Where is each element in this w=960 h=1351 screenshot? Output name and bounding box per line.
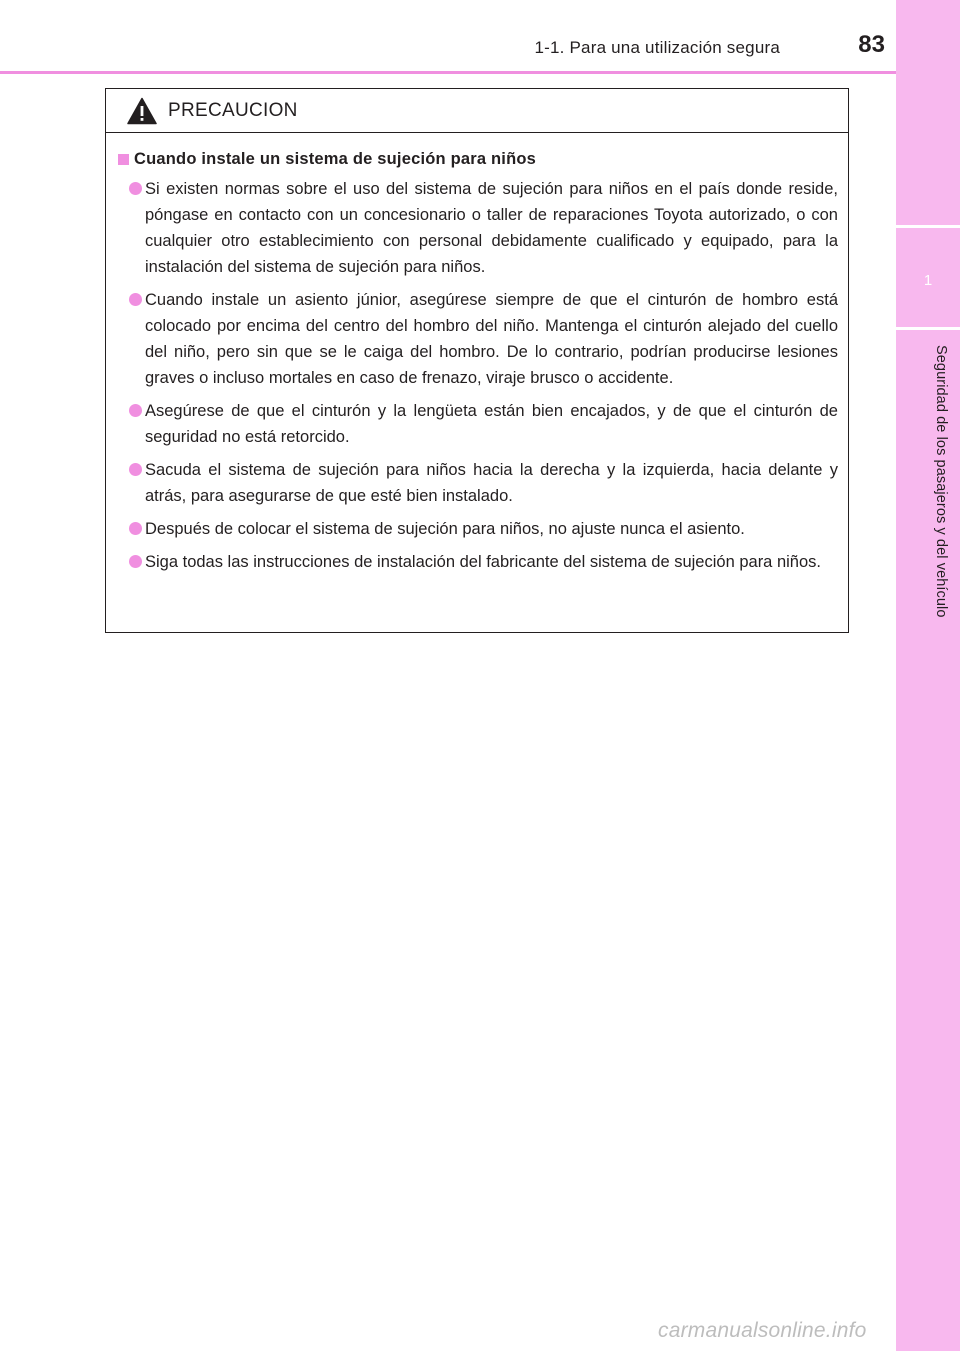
header-section-title: 1-1. Para una utilización segura (534, 38, 780, 57)
list-item-text: Cuando instale un asiento júnior, asegúrese siempre de que el cinturón de hombro está colocado por encima del centro del hombro del niño. Mantenga el cinturón alejado del cuello del niño, pero sin que se le caiga del hombro. De lo contrario, podrían producirse lesiones graves o incluso mortales en caso de frenazo, viraje brusco o accidente. (145, 291, 838, 387)
bullet-dot-icon (129, 522, 142, 535)
bullet-dot-icon (129, 463, 142, 476)
list-item (118, 457, 838, 509)
chapter-number-box (896, 225, 960, 330)
bullet-dot-icon (129, 293, 142, 306)
caution-title: PRECAUCION (168, 100, 298, 121)
warning-triangle-icon (127, 97, 157, 125)
list-item-text: Siga todas las instrucciones de instalación del fabricante del sistema de sujeción para niños. (145, 553, 821, 571)
caution-box (105, 88, 849, 633)
header-divider (0, 71, 896, 74)
list-item (118, 176, 838, 280)
caution-heading (118, 150, 838, 169)
bullet-dot-icon (129, 404, 142, 417)
chapter-label: Seguridad de los pasajeros y del vehículo (933, 345, 949, 618)
list-item-text: Si existen normas sobre el uso del sistema de sujeción para niños en el país donde reside, póngase en contacto con un concesionario o taller de reparaciones Toyota autorizado, o con cualquier otro establecimiento con personal debidamente cualificado y equipado, para la instalación del sistema de sujeción para niños. (145, 180, 838, 276)
caution-heading-text: Cuando instale un sistema de sujeción para niños (134, 150, 537, 168)
bullet-dot-icon (129, 182, 142, 195)
caution-body (106, 133, 848, 575)
page-number: 83 (858, 31, 885, 58)
chapter-side-tab (896, 0, 960, 1351)
chapter-number: 1 (923, 272, 933, 289)
caution-header (106, 89, 848, 133)
list-item (118, 516, 838, 542)
list-item-text: Después de colocar el sistema de sujeción para niños, no ajuste nunca el asiento. (145, 520, 745, 538)
bullet-dot-icon (129, 555, 142, 568)
list-item-text: Sacuda el sistema de sujeción para niños hacia la derecha y la izquierda, hacia delante y atrás, para asegurarse de que esté bien instalado. (145, 461, 838, 505)
list-item (118, 549, 838, 575)
watermark: carmanualsonline.info (658, 1319, 867, 1342)
list-item (118, 287, 838, 391)
list-item-text: Asegúrese de que el cinturón y la lengüeta están bien encajados, y de que el cinturón de seguridad no está retorcido. (145, 402, 838, 446)
list-item (118, 398, 838, 450)
square-bullet-icon (118, 154, 129, 165)
